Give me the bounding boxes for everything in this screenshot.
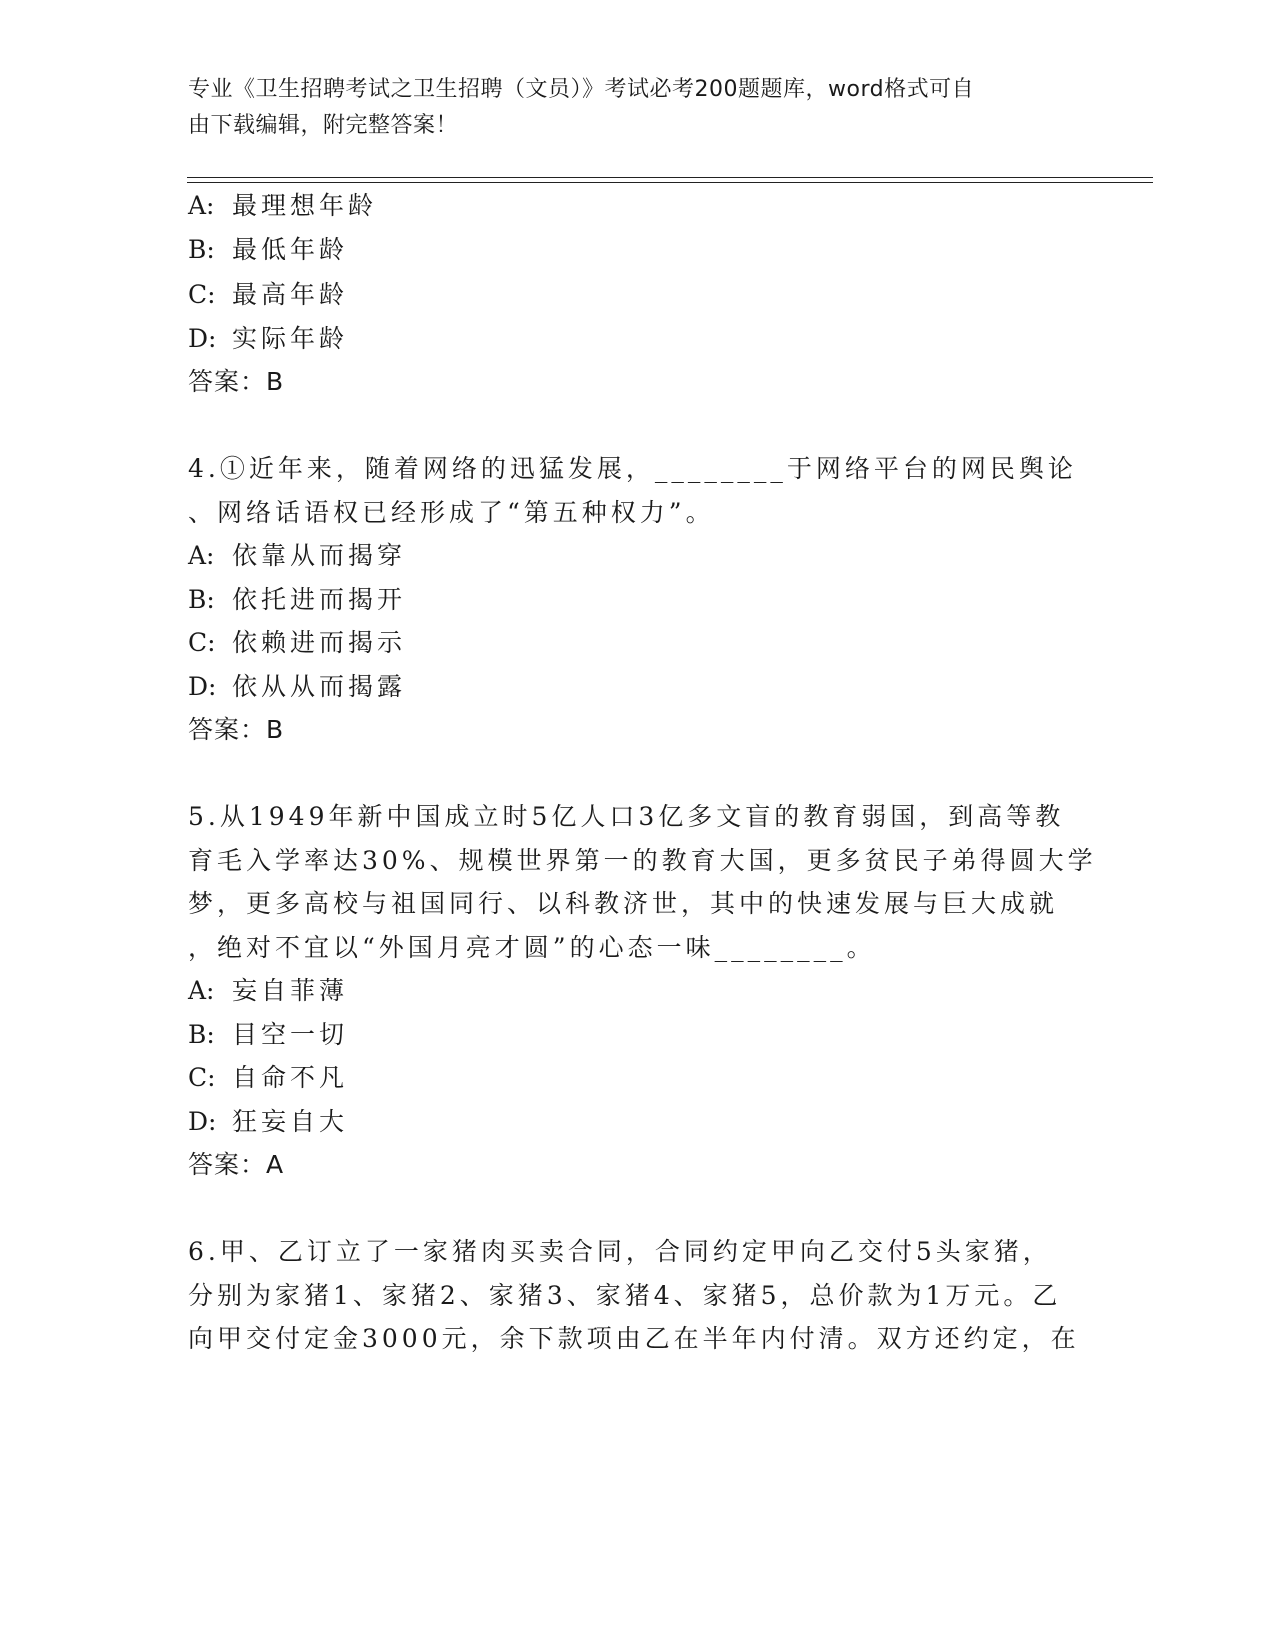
option-key: C: bbox=[188, 280, 216, 309]
option-c bbox=[188, 1058, 348, 1094]
option-text: 依赖进而揭示 bbox=[232, 628, 407, 657]
option-text: 实际年龄 bbox=[232, 324, 349, 353]
option-key: D: bbox=[188, 1107, 217, 1136]
document-header bbox=[188, 72, 1088, 144]
option-key: C: bbox=[188, 628, 216, 657]
header-line: 专业《卫生招聘考试之卫生招聘（文员）》考试必考200题题库，word格式可自 bbox=[188, 77, 975, 102]
question-5-line-3: 梦，更多高校与祖国同行、以科教济世，其中的快速发展与巨大成就 bbox=[188, 889, 1059, 918]
question-6-line-3: 向甲交付定金3000元，余下款项由乙在半年内付清。双方还约定，在 bbox=[188, 1324, 1080, 1353]
header-line: 由下载编辑，附完整答案！ bbox=[188, 113, 459, 138]
question-6-line-1: 6.甲、乙订立了一家猪肉买卖合同，合同约定甲向乙交付5头家猪， bbox=[188, 1237, 1052, 1266]
option-a bbox=[188, 186, 377, 222]
answer-line: 答案：A bbox=[188, 1150, 285, 1179]
option-key: A: bbox=[188, 976, 215, 1005]
option-text: 最低年龄 bbox=[232, 235, 349, 264]
option-key: A: bbox=[188, 541, 215, 570]
header-rule bbox=[187, 182, 1153, 183]
answer-line: 答案：B bbox=[188, 367, 285, 396]
question-4-line-2: 、网络话语权已经形成了“第五种权力”。 bbox=[188, 498, 715, 527]
option-key: C: bbox=[188, 1063, 216, 1092]
option-d bbox=[188, 667, 406, 703]
option-b bbox=[188, 580, 406, 616]
option-a bbox=[188, 536, 406, 572]
option-text: 最高年龄 bbox=[232, 280, 349, 309]
question-6-line-2: 分别为家猪1、家猪2、家猪3、家猪4、家猪5，总价款为1万元。乙 bbox=[188, 1281, 1062, 1310]
option-b bbox=[188, 230, 348, 266]
option-key: B: bbox=[188, 1020, 215, 1049]
option-key: A: bbox=[188, 191, 215, 220]
option-text: 依从从而揭露 bbox=[232, 672, 407, 701]
option-text: 依靠从而揭穿 bbox=[232, 541, 407, 570]
option-b bbox=[188, 1015, 348, 1051]
option-text: 目空一切 bbox=[232, 1020, 349, 1049]
question-4-line-1: 4.①近年来，随着网络的迅猛发展，________于网络平台的网民舆论 bbox=[188, 454, 1077, 483]
option-key: B: bbox=[188, 235, 215, 264]
option-d bbox=[188, 319, 348, 355]
question-5-line-1: 5.从1949年新中国成立时5亿人口3亿多文盲的教育弱国，到高等教 bbox=[188, 802, 1065, 831]
option-text: 自命不凡 bbox=[232, 1063, 349, 1092]
option-text: 狂妄自大 bbox=[232, 1107, 349, 1136]
question-5-line-4: ，绝对不宜以“外国月亮才圆”的心态一味________。 bbox=[188, 933, 876, 962]
option-d bbox=[188, 1102, 348, 1138]
header-rule bbox=[187, 177, 1153, 178]
question-5-line-2: 育毛入学率达30%、规模世界第一的教育大国，更多贫民子弟得圆大学 bbox=[188, 846, 1097, 875]
option-key: D: bbox=[188, 324, 217, 353]
option-text: 妄自菲薄 bbox=[232, 976, 349, 1005]
option-a bbox=[188, 971, 348, 1007]
option-text: 依托进而揭开 bbox=[232, 585, 407, 614]
option-text: 最理想年龄 bbox=[232, 191, 378, 220]
option-key: B: bbox=[188, 585, 215, 614]
option-key: D: bbox=[188, 672, 217, 701]
option-c bbox=[188, 275, 348, 311]
option-c bbox=[188, 623, 406, 659]
answer-line: 答案：B bbox=[188, 715, 285, 744]
